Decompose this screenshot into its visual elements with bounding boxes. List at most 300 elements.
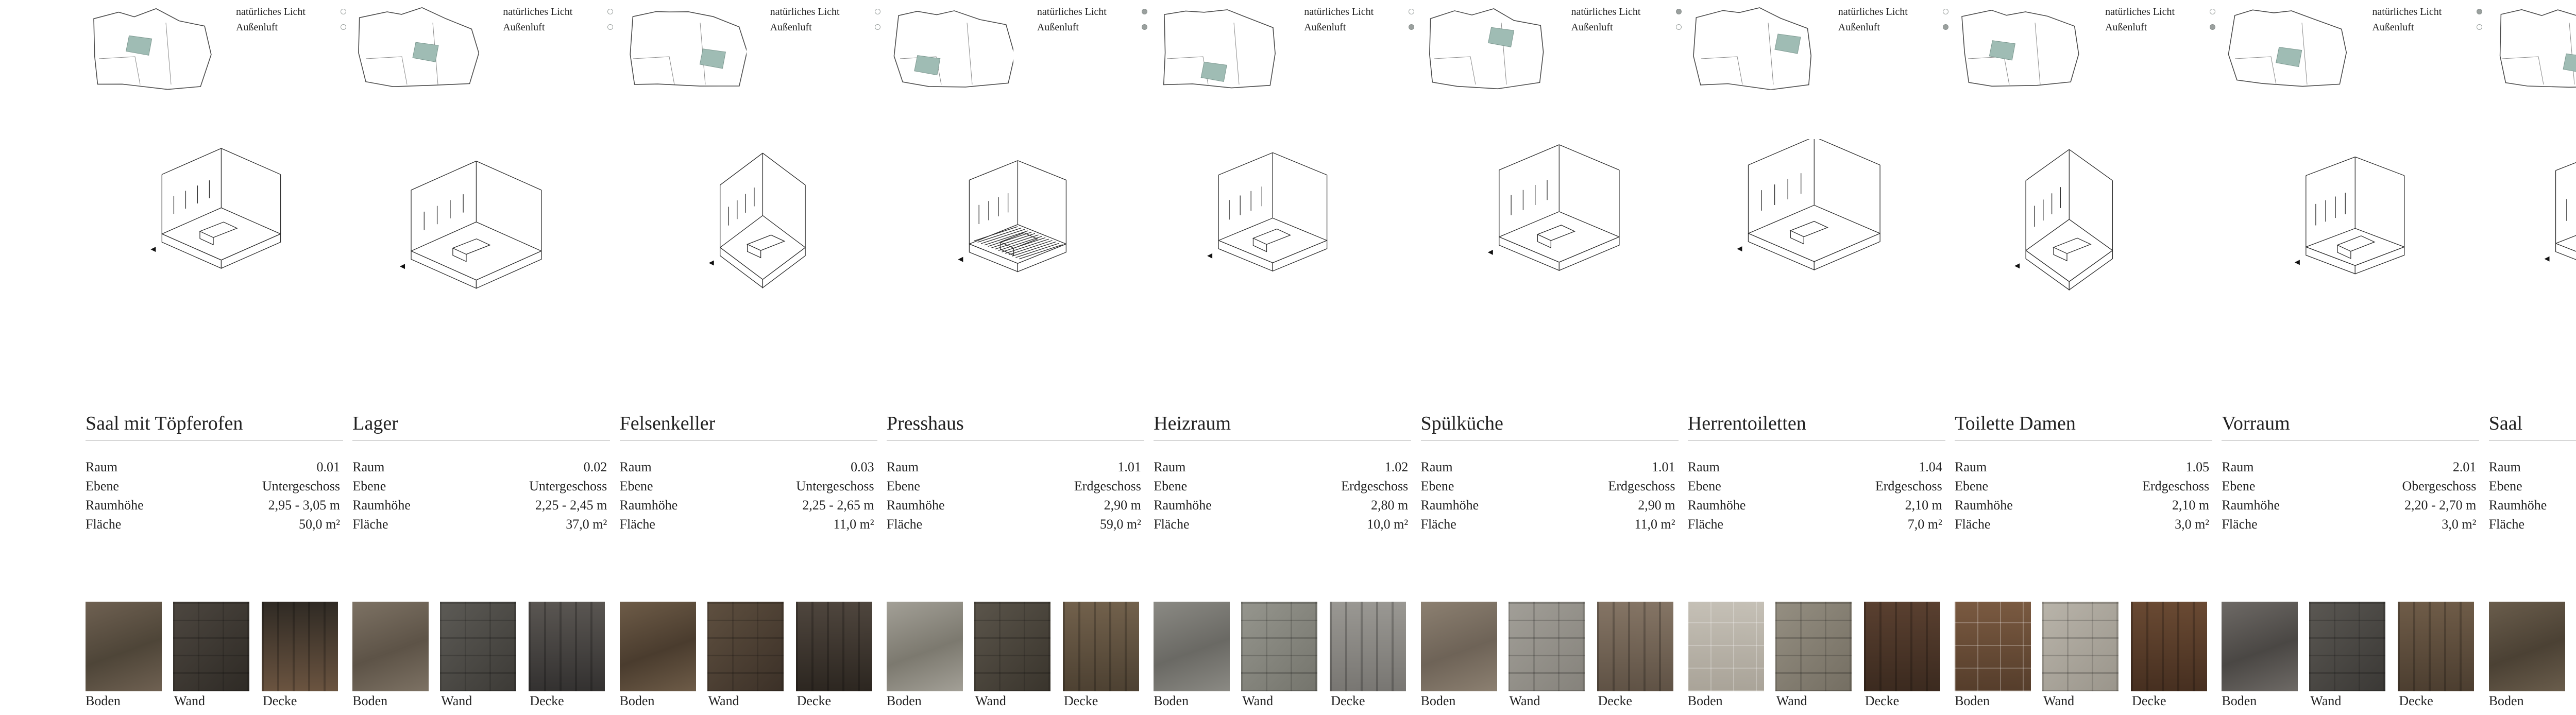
material-swatch-wall bbox=[1509, 602, 1585, 691]
legend-air-row bbox=[2105, 20, 2218, 35]
room-title: Saal bbox=[2488, 413, 2523, 434]
room-number-row bbox=[2489, 457, 2576, 476]
room-number-label: Raum bbox=[1420, 459, 1453, 474]
room-column bbox=[2222, 0, 2487, 715]
legend-air-label: Außenluft bbox=[503, 22, 545, 33]
light-indicator-icon bbox=[1676, 9, 1682, 14]
floor-plan bbox=[890, 7, 1013, 90]
room-area-row bbox=[2489, 515, 2576, 534]
room-area-value: 3,0 m² bbox=[2442, 517, 2477, 532]
room-facts bbox=[620, 457, 877, 534]
material-swatch-floor bbox=[1688, 602, 1764, 691]
floor-plan bbox=[1958, 7, 2081, 90]
legend-air-label: Außenluft bbox=[2105, 22, 2147, 33]
room-height-row bbox=[1421, 496, 1679, 515]
room-number-row bbox=[1688, 457, 1945, 476]
room-number-row bbox=[620, 457, 877, 476]
legend-light-label: natürliches Licht bbox=[236, 6, 306, 18]
room-area-row bbox=[1154, 515, 1411, 534]
room-height-row bbox=[2222, 496, 2479, 515]
room-column bbox=[1955, 0, 2220, 715]
floor-plan bbox=[1424, 7, 1548, 90]
material-label-ceiling: Decke bbox=[1063, 693, 1098, 708]
floor-plan bbox=[1157, 7, 1280, 90]
axonometric-drawing bbox=[620, 139, 877, 366]
room-facts bbox=[1688, 457, 1945, 534]
legend-light-label: natürliches Licht bbox=[1304, 6, 1374, 18]
room-number-value: 2.01 bbox=[2452, 459, 2477, 474]
room-title: Toilette Damen bbox=[1955, 413, 2076, 434]
room-level-label: Ebene bbox=[886, 479, 920, 493]
room-number-value: 1.01 bbox=[1117, 459, 1141, 474]
room-level-row bbox=[2222, 476, 2479, 496]
room-title: Vorraum bbox=[2222, 413, 2290, 434]
room-area-row bbox=[86, 515, 343, 534]
legend-light-row bbox=[236, 4, 349, 20]
room-height-row bbox=[86, 496, 343, 515]
axonometric-drawing bbox=[2489, 139, 2576, 366]
material-label-ceiling: Decke bbox=[1598, 693, 1632, 708]
room-area-row bbox=[2222, 515, 2479, 534]
room-area-label: Fläche bbox=[886, 517, 923, 532]
floor-plan bbox=[2225, 7, 2348, 90]
material-swatch-floor bbox=[352, 602, 429, 691]
room-number-value: 0.02 bbox=[583, 459, 607, 474]
light-indicator-icon bbox=[2210, 9, 2215, 14]
legend-air-label: Außenluft bbox=[2372, 22, 2414, 33]
material-label-ceiling: Decke bbox=[1331, 693, 1365, 708]
light-indicator-icon bbox=[875, 9, 880, 14]
room-legend bbox=[1571, 4, 1685, 35]
room-area-row bbox=[620, 515, 877, 534]
material-swatch-ceiling bbox=[1864, 602, 1940, 691]
floor-plan bbox=[355, 7, 479, 90]
legend-air-label: Außenluft bbox=[1571, 22, 1613, 33]
room-level-row bbox=[1688, 476, 1945, 496]
room-facts bbox=[2489, 457, 2576, 534]
room-level-label: Ebene bbox=[1420, 479, 1454, 493]
room-height-label: Raumhöhe bbox=[1420, 498, 1479, 513]
material-swatch-floor bbox=[887, 602, 963, 691]
material-label-ceiling: Decke bbox=[1865, 693, 1900, 708]
legend-air-label: Außenluft bbox=[1304, 22, 1346, 33]
material-label-ceiling: Decke bbox=[263, 693, 297, 708]
room-facts bbox=[1154, 457, 1411, 534]
room-level-row bbox=[620, 476, 877, 496]
room-number-row bbox=[86, 457, 343, 476]
material-label-wall: Wand bbox=[708, 693, 739, 708]
axonometric-drawing bbox=[1421, 139, 1679, 366]
legend-light-label: natürliches Licht bbox=[2105, 6, 2175, 18]
room-level-value: Untergeschoss bbox=[796, 479, 874, 493]
room-level-label: Ebene bbox=[2488, 479, 2522, 493]
material-swatch-ceiling bbox=[796, 602, 872, 691]
material-label-wall: Wand bbox=[2310, 693, 2342, 708]
room-height-label: Raumhöhe bbox=[2222, 498, 2280, 513]
floor-plan bbox=[2492, 7, 2576, 90]
room-area-row bbox=[887, 515, 1144, 534]
material-label-floor: Boden bbox=[619, 693, 655, 708]
air-indicator-icon bbox=[1676, 24, 1682, 30]
room-number-row bbox=[1421, 457, 1679, 476]
room-legend bbox=[236, 4, 349, 35]
room-column bbox=[1154, 0, 1419, 715]
entrance-arrow-icon bbox=[2014, 263, 2020, 268]
material-swatch-wall bbox=[1775, 602, 1852, 691]
room-height-label: Raumhöhe bbox=[2488, 498, 2547, 513]
room-height-value: 2,25 - 2,45 m bbox=[535, 498, 607, 513]
room-highlight bbox=[1201, 62, 1227, 81]
room-title: Lager bbox=[352, 413, 398, 434]
room-height-value: 2,25 - 2,65 m bbox=[802, 498, 874, 513]
legend-air-row bbox=[2372, 20, 2485, 35]
room-level-label: Ebene bbox=[1955, 479, 1989, 493]
light-indicator-icon bbox=[607, 9, 613, 14]
material-label-floor: Boden bbox=[886, 693, 922, 708]
legend-light-row bbox=[770, 4, 884, 20]
material-swatch-wall bbox=[440, 602, 516, 691]
room-area-label: Fläche bbox=[1955, 517, 1991, 532]
material-swatch-ceiling bbox=[2398, 602, 2474, 691]
axonometric-drawing bbox=[352, 139, 610, 366]
title-rule bbox=[352, 440, 610, 441]
axonometric-drawing bbox=[1955, 139, 2212, 366]
room-number-label: Raum bbox=[1955, 459, 1987, 474]
legend-air-row bbox=[503, 20, 616, 35]
material-label-floor: Boden bbox=[1687, 693, 1723, 708]
room-number-value: 1.04 bbox=[1919, 459, 1942, 474]
room-level-row bbox=[2489, 476, 2576, 496]
room-number-label: Raum bbox=[2488, 459, 2521, 474]
legend-air-label: Außenluft bbox=[1838, 22, 1880, 33]
room-facts bbox=[352, 457, 610, 534]
legend-light-row bbox=[503, 4, 616, 20]
room-facts bbox=[86, 457, 343, 534]
room-area-label: Fläche bbox=[619, 517, 655, 532]
room-title: Saal mit Töpferofen bbox=[86, 413, 243, 434]
air-indicator-icon bbox=[607, 24, 613, 30]
room-highlight bbox=[2276, 47, 2302, 67]
room-level-label: Ebene bbox=[619, 479, 653, 493]
axonometric-drawing bbox=[2222, 139, 2479, 366]
room-highlight bbox=[1775, 34, 1801, 54]
room-area-value: 3,0 m² bbox=[2175, 517, 2210, 532]
material-label-floor: Boden bbox=[2222, 693, 2257, 708]
room-legend bbox=[2372, 4, 2485, 35]
axonometric-drawing bbox=[887, 139, 1144, 366]
room-level-value: Untergeschoss bbox=[262, 479, 340, 493]
legend-light-row bbox=[1571, 4, 1685, 20]
room-highlight bbox=[1488, 27, 1514, 47]
entrance-arrow-icon bbox=[1737, 246, 1742, 251]
legend-light-label: natürliches Licht bbox=[770, 6, 840, 18]
air-indicator-icon bbox=[2210, 24, 2215, 30]
material-label-floor: Boden bbox=[2488, 693, 2524, 708]
room-area-value: 37,0 m² bbox=[566, 517, 607, 532]
room-level-value: Erdgeschoss bbox=[2142, 479, 2210, 493]
axonometric-drawing bbox=[1688, 139, 1945, 366]
legend-light-label: natürliches Licht bbox=[503, 6, 573, 18]
room-area-label: Fläche bbox=[1154, 517, 1190, 532]
legend-air-row bbox=[1037, 20, 1150, 35]
room-number-value: 1.02 bbox=[1384, 459, 1409, 474]
legend-air-label: Außenluft bbox=[236, 22, 278, 33]
floor-plan bbox=[623, 7, 747, 90]
room-title: Felsenkeller bbox=[619, 413, 716, 434]
room-column bbox=[352, 0, 618, 715]
material-swatch-ceiling bbox=[1330, 602, 1406, 691]
room-height-row bbox=[1688, 496, 1945, 515]
room-height-row bbox=[352, 496, 610, 515]
material-swatch-floor bbox=[620, 602, 696, 691]
legend-light-row bbox=[2372, 4, 2485, 20]
room-number-row bbox=[1955, 457, 2212, 476]
material-label-floor: Boden bbox=[352, 693, 388, 708]
material-label-wall: Wand bbox=[1776, 693, 1807, 708]
room-area-value: 11,0 m² bbox=[1634, 517, 1675, 532]
room-height-row bbox=[887, 496, 1144, 515]
material-swatch-floor bbox=[2222, 602, 2298, 691]
room-area-row bbox=[1955, 515, 2212, 534]
entrance-arrow-icon bbox=[958, 257, 963, 262]
title-rule bbox=[620, 440, 877, 441]
material-swatch-wall bbox=[707, 602, 784, 691]
room-highlight bbox=[126, 36, 152, 55]
room-facts bbox=[1955, 457, 2212, 534]
room-height-value: 2,10 m bbox=[2172, 498, 2210, 513]
legend-light-label: natürliches Licht bbox=[1838, 6, 1908, 18]
room-height-label: Raumhöhe bbox=[1687, 498, 1746, 513]
legend-air-row bbox=[236, 20, 349, 35]
legend-air-row bbox=[770, 20, 884, 35]
room-height-row bbox=[2489, 496, 2576, 515]
material-swatch-floor bbox=[86, 602, 162, 691]
entrance-arrow-icon bbox=[708, 260, 714, 265]
room-area-label: Fläche bbox=[352, 517, 388, 532]
room-area-value: 50,0 m² bbox=[298, 517, 340, 532]
room-legend bbox=[503, 4, 616, 35]
room-level-row bbox=[1154, 476, 1411, 496]
room-title: Herrentoiletten bbox=[1687, 413, 1806, 434]
material-label-ceiling: Decke bbox=[2399, 693, 2433, 708]
room-highlight bbox=[2563, 54, 2576, 73]
room-title: Presshaus bbox=[886, 413, 964, 434]
legend-light-label: natürliches Licht bbox=[1571, 6, 1641, 18]
entrance-arrow-icon bbox=[2544, 257, 2549, 262]
legend-air-row bbox=[1304, 20, 1417, 35]
material-swatch-ceiling bbox=[262, 602, 338, 691]
legend-light-row bbox=[1304, 4, 1417, 20]
material-swatch-floor bbox=[1955, 602, 2031, 691]
material-swatch-wall bbox=[1241, 602, 1317, 691]
room-legend bbox=[1037, 4, 1150, 35]
material-label-wall: Wand bbox=[975, 693, 1006, 708]
room-height-row bbox=[620, 496, 877, 515]
room-facts bbox=[2222, 457, 2479, 534]
room-column bbox=[86, 0, 351, 715]
material-label-floor: Boden bbox=[86, 693, 121, 708]
room-height-label: Raumhöhe bbox=[352, 498, 411, 513]
room-number-row bbox=[1154, 457, 1411, 476]
material-label-floor: Boden bbox=[1154, 693, 1189, 708]
material-label-ceiling: Decke bbox=[796, 693, 831, 708]
room-height-value: 2,80 m bbox=[1370, 498, 1409, 513]
room-level-label: Ebene bbox=[1154, 479, 1188, 493]
room-height-label: Raumhöhe bbox=[886, 498, 945, 513]
legend-light-row bbox=[1838, 4, 1952, 20]
room-title: Heizraum bbox=[1154, 413, 1231, 434]
room-area-label: Fläche bbox=[1687, 517, 1724, 532]
room-highlight bbox=[413, 42, 438, 62]
entrance-arrow-icon bbox=[400, 264, 405, 269]
room-area-value: 11,0 m² bbox=[833, 517, 874, 532]
material-label-wall: Wand bbox=[441, 693, 472, 708]
material-swatch-wall bbox=[173, 602, 249, 691]
room-area-row bbox=[1688, 515, 1945, 534]
room-facts bbox=[887, 457, 1144, 534]
material-label-wall: Wand bbox=[1509, 693, 1540, 708]
room-highlight bbox=[914, 56, 940, 75]
room-number-label: Raum bbox=[1154, 459, 1186, 474]
room-height-value: 2,20 - 2,70 m bbox=[2404, 498, 2477, 513]
room-number-row bbox=[887, 457, 1144, 476]
title-rule bbox=[86, 440, 343, 441]
material-swatch-ceiling bbox=[1597, 602, 1673, 691]
room-area-value: 10,0 m² bbox=[1367, 517, 1409, 532]
room-height-label: Raumhöhe bbox=[1955, 498, 2013, 513]
air-indicator-icon bbox=[875, 24, 880, 30]
material-swatch-wall bbox=[2309, 602, 2385, 691]
title-rule bbox=[1688, 440, 1945, 441]
room-number-row bbox=[2222, 457, 2479, 476]
room-level-label: Ebene bbox=[352, 479, 386, 493]
entrance-arrow-icon bbox=[150, 247, 156, 252]
entrance-arrow-icon bbox=[2295, 260, 2300, 265]
room-level-row bbox=[86, 476, 343, 496]
room-level-value: Untergeschoss bbox=[529, 479, 607, 493]
title-rule bbox=[2222, 440, 2479, 441]
room-height-label: Raumhöhe bbox=[86, 498, 144, 513]
room-level-row bbox=[1955, 476, 2212, 496]
room-number-label: Raum bbox=[1687, 459, 1720, 474]
room-number-value: 0.03 bbox=[851, 459, 874, 474]
air-indicator-icon bbox=[341, 24, 346, 30]
room-height-value: 2,95 - 3,05 m bbox=[268, 498, 340, 513]
material-label-wall: Wand bbox=[2043, 693, 2075, 708]
air-indicator-icon bbox=[1142, 24, 1147, 30]
room-height-value: 2,90 m bbox=[1104, 498, 1141, 513]
room-number-row bbox=[352, 457, 610, 476]
material-swatch-floor bbox=[1154, 602, 1230, 691]
room-height-label: Raumhöhe bbox=[619, 498, 678, 513]
title-rule bbox=[1955, 440, 2212, 441]
material-swatch-ceiling bbox=[1063, 602, 1139, 691]
room-area-label: Fläche bbox=[86, 517, 122, 532]
room-area-value: 7,0 m² bbox=[1907, 517, 1942, 532]
room-number-value: 1.05 bbox=[2185, 459, 2210, 474]
room-level-value: Obergeschoss bbox=[2402, 479, 2477, 493]
legend-air-label: Außenluft bbox=[770, 22, 812, 33]
air-indicator-icon bbox=[2477, 24, 2482, 30]
room-level-value: Erdgeschoss bbox=[1074, 479, 1141, 493]
title-rule bbox=[1154, 440, 1411, 441]
material-label-wall: Wand bbox=[1242, 693, 1274, 708]
room-column bbox=[1421, 0, 1686, 715]
room-area-row bbox=[352, 515, 610, 534]
material-swatch-wall bbox=[974, 602, 1050, 691]
room-level-row bbox=[352, 476, 610, 496]
room-area-label: Fläche bbox=[2488, 517, 2524, 532]
room-column bbox=[620, 0, 885, 715]
room-facts bbox=[1421, 457, 1679, 534]
material-label-ceiling: Decke bbox=[2132, 693, 2166, 708]
material-label-floor: Boden bbox=[1420, 693, 1456, 708]
material-swatch-floor bbox=[1421, 602, 1497, 691]
room-height-label: Raumhöhe bbox=[1154, 498, 1212, 513]
room-height-value: 2,90 m bbox=[1638, 498, 1675, 513]
light-indicator-icon bbox=[1943, 9, 1948, 14]
room-level-label: Ebene bbox=[1687, 479, 1721, 493]
room-legend bbox=[1838, 4, 1952, 35]
room-number-value: 1.01 bbox=[1652, 459, 1675, 474]
title-rule bbox=[887, 440, 1144, 441]
light-indicator-icon bbox=[341, 9, 346, 14]
room-level-value: Erdgeschoss bbox=[1875, 479, 1942, 493]
light-indicator-icon bbox=[1142, 9, 1147, 14]
light-indicator-icon bbox=[2477, 9, 2482, 14]
legend-air-label: Außenluft bbox=[1037, 22, 1079, 33]
material-swatch-floor bbox=[2489, 602, 2565, 691]
material-swatch-ceiling bbox=[2131, 602, 2207, 691]
room-area-label: Fläche bbox=[2222, 517, 2258, 532]
material-label-wall: Wand bbox=[174, 693, 205, 708]
material-label-floor: Boden bbox=[1955, 693, 1990, 708]
air-indicator-icon bbox=[1409, 24, 1414, 30]
entrance-arrow-icon bbox=[1207, 253, 1212, 259]
legend-light-label: natürliches Licht bbox=[2372, 6, 2442, 18]
entrance-arrow-icon bbox=[1487, 250, 1493, 255]
room-title: Spülküche bbox=[1420, 413, 1503, 434]
title-rule bbox=[1421, 440, 1679, 441]
material-swatch-ceiling bbox=[529, 602, 605, 691]
room-height-row bbox=[1955, 496, 2212, 515]
room-level-value: Erdgeschoss bbox=[1341, 479, 1409, 493]
room-number-label: Raum bbox=[619, 459, 652, 474]
title-rule bbox=[2489, 440, 2576, 441]
room-area-value: 59,0 m² bbox=[1099, 517, 1141, 532]
room-level-value: Erdgeschoss bbox=[1608, 479, 1675, 493]
room-level-row bbox=[1421, 476, 1679, 496]
legend-light-row bbox=[2105, 4, 2218, 20]
room-number-label: Raum bbox=[352, 459, 385, 474]
axonometric-drawing bbox=[86, 139, 343, 366]
material-swatch-wall bbox=[2042, 602, 2119, 691]
legend-air-row bbox=[1838, 20, 1952, 35]
room-legend bbox=[1304, 4, 1417, 35]
axonometric-drawing bbox=[1154, 139, 1411, 366]
room-height-value: 2,10 m bbox=[1905, 498, 1942, 513]
light-indicator-icon bbox=[1409, 9, 1414, 14]
room-area-label: Fläche bbox=[1420, 517, 1456, 532]
room-level-label: Ebene bbox=[2222, 479, 2256, 493]
room-column bbox=[887, 0, 1152, 715]
legend-light-row bbox=[1037, 4, 1150, 20]
room-number-value: 0.01 bbox=[316, 459, 340, 474]
legend-air-row bbox=[1571, 20, 1685, 35]
floor-plan bbox=[89, 7, 212, 90]
room-number-label: Raum bbox=[2222, 459, 2254, 474]
air-indicator-icon bbox=[1943, 24, 1948, 30]
